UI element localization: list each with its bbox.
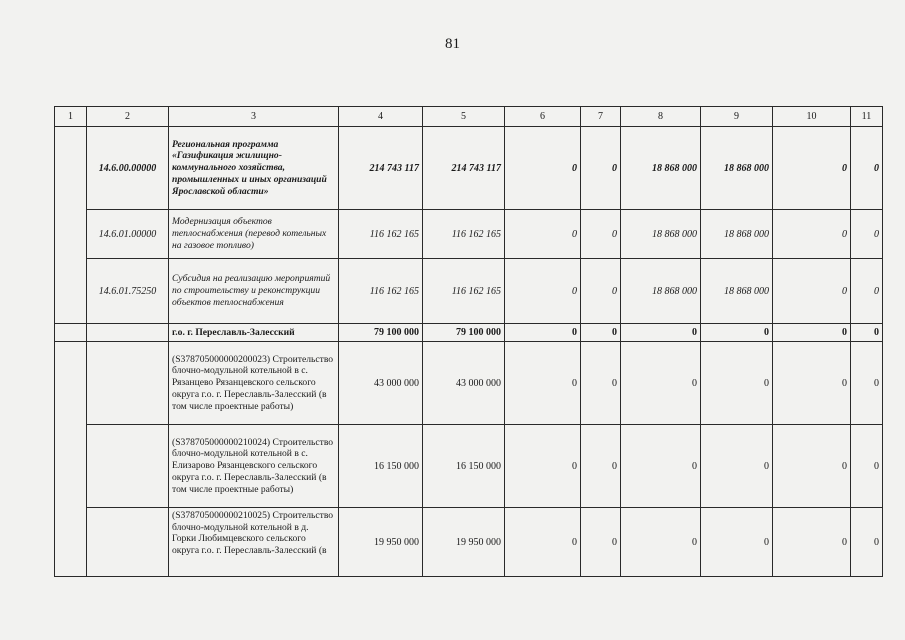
value-cell: 0 — [505, 342, 581, 425]
name-cell: (S378705000000200023) Строительство блочно-модульной котельной в с. Рязанцево Рязанцевского сельского округа г.о. г. Переславль-Залесский (в том числе проектные работы) — [169, 342, 339, 425]
value-cell: 214 743 117 — [423, 127, 505, 210]
row-number-cell — [55, 324, 87, 342]
value-cell: 0 — [505, 259, 581, 324]
table-row — [55, 210, 883, 259]
value-cell: 18 868 000 — [621, 127, 701, 210]
value-cell: 0 — [581, 324, 621, 342]
value-cell: 16 150 000 — [339, 425, 423, 508]
column-header: 6 — [505, 107, 581, 127]
column-header: 10 — [773, 107, 851, 127]
table-row — [55, 342, 883, 425]
code-cell — [87, 508, 169, 577]
name-cell: Субсидия на реализацию мероприятий по строительству и реконструкции объектов теплоснабжения — [169, 259, 339, 324]
value-cell: 0 — [851, 342, 883, 425]
code-cell: 14.6.01.00000 — [87, 210, 169, 259]
value-cell: 16 150 000 — [423, 425, 505, 508]
value-cell: 0 — [851, 259, 883, 324]
value-cell: 0 — [773, 425, 851, 508]
value-cell: 0 — [581, 259, 621, 324]
value-cell: 0 — [851, 324, 883, 342]
value-cell: 116 162 165 — [339, 259, 423, 324]
column-header: 5 — [423, 107, 505, 127]
value-cell: 18 868 000 — [621, 259, 701, 324]
value-cell: 0 — [773, 508, 851, 577]
table-row — [55, 259, 883, 324]
value-cell: 0 — [621, 342, 701, 425]
column-header: 8 — [621, 107, 701, 127]
column-header: 4 — [339, 107, 423, 127]
name-cell: Региональная программа «Газификация жилищно-коммунального хозяйства, промышленных и иных организаций Ярославской области» — [169, 127, 339, 210]
value-cell: 0 — [581, 210, 621, 259]
value-cell: 0 — [851, 508, 883, 577]
header-row — [55, 107, 883, 127]
value-cell: 214 743 117 — [339, 127, 423, 210]
page-number: 81 — [445, 36, 460, 52]
code-cell — [87, 324, 169, 342]
value-cell: 0 — [701, 425, 773, 508]
name-cell: (S378705000000210025) Строительство блочно-модульной котельной в д. Горки Любимцевского сельского округа г.о. г. Переславль-Залесский (в — [169, 508, 339, 577]
value-cell: 0 — [505, 127, 581, 210]
column-header: 2 — [87, 107, 169, 127]
value-cell: 116 162 165 — [339, 210, 423, 259]
value-cell: 19 950 000 — [423, 508, 505, 577]
value-cell: 0 — [581, 508, 621, 577]
value-cell: 116 162 165 — [423, 210, 505, 259]
row-number-cell — [55, 127, 87, 324]
code-cell: 14.6.00.00000 — [87, 127, 169, 210]
name-cell: (S378705000000210024) Строительство блочно-модульной котельной в с. Елизарово Рязанцевского сельского округа г.о. г. Переславль-Залесский (в том числе проектные работы) — [169, 425, 339, 508]
value-cell: 18 868 000 — [701, 210, 773, 259]
name-cell: Модернизация объектов теплоснабжения (перевод котельных на газовое топливо) — [169, 210, 339, 259]
budget-table — [54, 106, 883, 577]
value-cell: 116 162 165 — [423, 259, 505, 324]
name-cell: г.о. г. Переславль-Залесский — [169, 324, 339, 342]
value-cell: 18 868 000 — [701, 127, 773, 210]
value-cell: 18 868 000 — [621, 210, 701, 259]
code-cell — [87, 342, 169, 425]
table-row — [55, 425, 883, 508]
column-header: 1 — [55, 107, 87, 127]
value-cell: 0 — [621, 324, 701, 342]
value-cell: 0 — [621, 425, 701, 508]
value-cell: 0 — [505, 210, 581, 259]
value-cell: 79 100 000 — [423, 324, 505, 342]
code-cell: 14.6.01.75250 — [87, 259, 169, 324]
value-cell: 0 — [505, 425, 581, 508]
value-cell: 0 — [505, 324, 581, 342]
value-cell: 19 950 000 — [339, 508, 423, 577]
value-cell: 0 — [851, 127, 883, 210]
column-header: 3 — [169, 107, 339, 127]
value-cell: 0 — [581, 127, 621, 210]
value-cell: 0 — [773, 324, 851, 342]
value-cell: 0 — [701, 508, 773, 577]
column-header: 7 — [581, 107, 621, 127]
value-cell: 0 — [773, 259, 851, 324]
column-header: 11 — [851, 107, 883, 127]
value-cell: 79 100 000 — [339, 324, 423, 342]
value-cell: 0 — [505, 508, 581, 577]
value-cell: 0 — [621, 508, 701, 577]
value-cell: 0 — [773, 127, 851, 210]
value-cell: 43 000 000 — [423, 342, 505, 425]
value-cell: 0 — [773, 342, 851, 425]
value-cell: 0 — [581, 342, 621, 425]
value-cell: 0 — [851, 425, 883, 508]
value-cell: 0 — [773, 210, 851, 259]
code-cell — [87, 425, 169, 508]
value-cell: 0 — [851, 210, 883, 259]
table-row — [55, 324, 883, 342]
row-number-cell — [55, 342, 87, 577]
value-cell: 0 — [581, 425, 621, 508]
table-row — [55, 508, 883, 577]
column-header: 9 — [701, 107, 773, 127]
value-cell: 0 — [701, 342, 773, 425]
table-row — [55, 127, 883, 210]
value-cell: 0 — [701, 324, 773, 342]
value-cell: 18 868 000 — [701, 259, 773, 324]
value-cell: 43 000 000 — [339, 342, 423, 425]
